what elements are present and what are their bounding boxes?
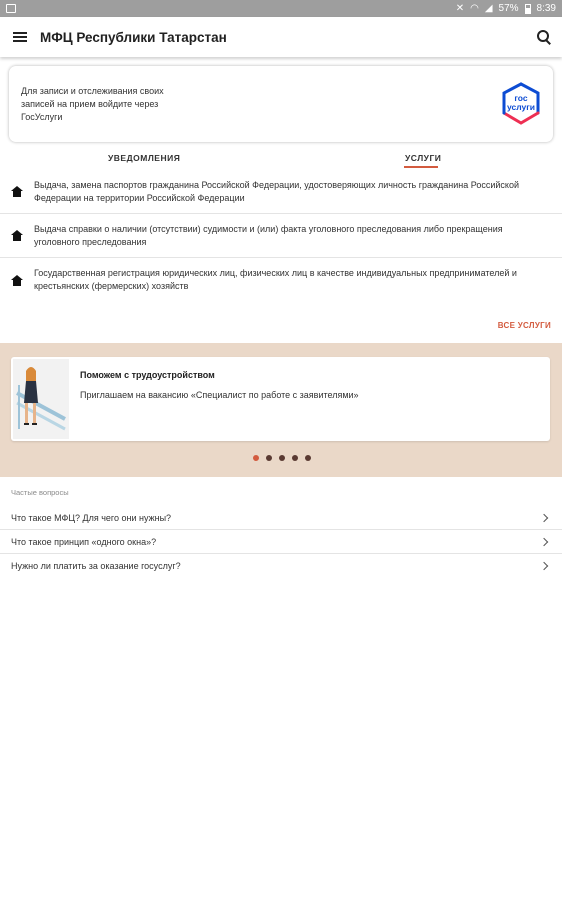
app-title: МФЦ Республики Татарстан [40,29,227,45]
carousel-dot[interactable] [266,455,272,461]
tab-notifications[interactable]: УВЕДОМЛЕНИЯ [108,153,181,163]
faq-item[interactable] [0,554,562,578]
battery-icon [525,4,531,14]
specialist-illustration-icon [13,359,69,439]
tab-active-indicator [404,166,438,168]
carousel-dot[interactable] [305,455,311,461]
carousel-dot[interactable] [253,455,259,461]
wifi-icon: ◠ [470,2,479,14]
tab-services[interactable]: УСЛУГИ [405,153,442,163]
status-time: 8:39 [536,3,556,14]
gallery-icon [6,4,16,13]
tabs [0,150,562,170]
all-services-link[interactable]: ВСЕ УСЛУГИ [497,321,551,330]
promo-image [13,359,69,439]
home-icon [11,275,23,286]
carousel-dot[interactable] [292,455,298,461]
gosuslugi-logo[interactable] [501,82,541,126]
faq-header: Частые вопросы [11,488,69,497]
faq-item[interactable] [0,530,562,554]
app-bar [0,17,562,57]
faq-item-text: Нужно ли платить за оказание госуслуг? [11,561,181,571]
battery-percent: 57% [498,3,519,14]
promo-subtitle: Приглашаем на вакансию «Специалист по работе с заявителями» [80,390,359,400]
status-bar [0,0,562,17]
gosuslugi-login-text: Для записи и отслеживания своих записей на прием войдите через ГосУслуги [21,85,164,122]
faq-item[interactable] [0,506,562,530]
gosuslugi-logo-line1: гос [514,93,528,103]
service-item-text: Выдача справки о наличии (отсутствии) судимости и (или) факта уголовного преследования либо прекращения уголовного преследования [34,223,503,247]
status-bar-right [456,3,556,14]
service-item-text: Государственная регистрация юридических лиц, физических лиц в качестве индивидуальных предпринимателей и крестьянских (фермерских) хозяйств [34,268,517,291]
menu-icon[interactable] [13,32,27,42]
gosuslugi-login-card[interactable] [9,66,553,142]
gosuslugi-logo-line2: услуги [506,102,536,112]
search-icon[interactable] [536,29,552,45]
promo-title: Поможем с трудоустройством [80,370,215,380]
service-item-text: Выдача, замена паспортов гражданина Российской Федерации, удостоверяющих личность гражданина Российской Федерации на территории Российской Федерации [34,179,519,203]
promo-card[interactable] [11,357,550,441]
home-icon [11,230,23,241]
service-item[interactable] [0,170,562,214]
carousel-dot[interactable] [279,455,285,461]
faq-section [0,486,562,578]
faq-item-text: Что такое принцип «одного окна»? [11,536,157,547]
service-item[interactable] [0,214,562,258]
chevron-right-icon [540,513,548,521]
promo-carousel[interactable] [0,343,562,477]
signal-icon: ◢ [484,2,493,14]
mute-icon: ✕ [455,2,465,14]
service-item[interactable] [0,258,562,302]
services-list [0,170,562,302]
faq-item-text: Что такое МФЦ? Для чего они нужны? [11,512,172,523]
chevron-right-icon [540,562,548,570]
carousel-pagination [253,455,311,461]
gosuslugi-logo-text [501,94,541,112]
home-icon [11,186,23,197]
chevron-right-icon [540,537,548,545]
